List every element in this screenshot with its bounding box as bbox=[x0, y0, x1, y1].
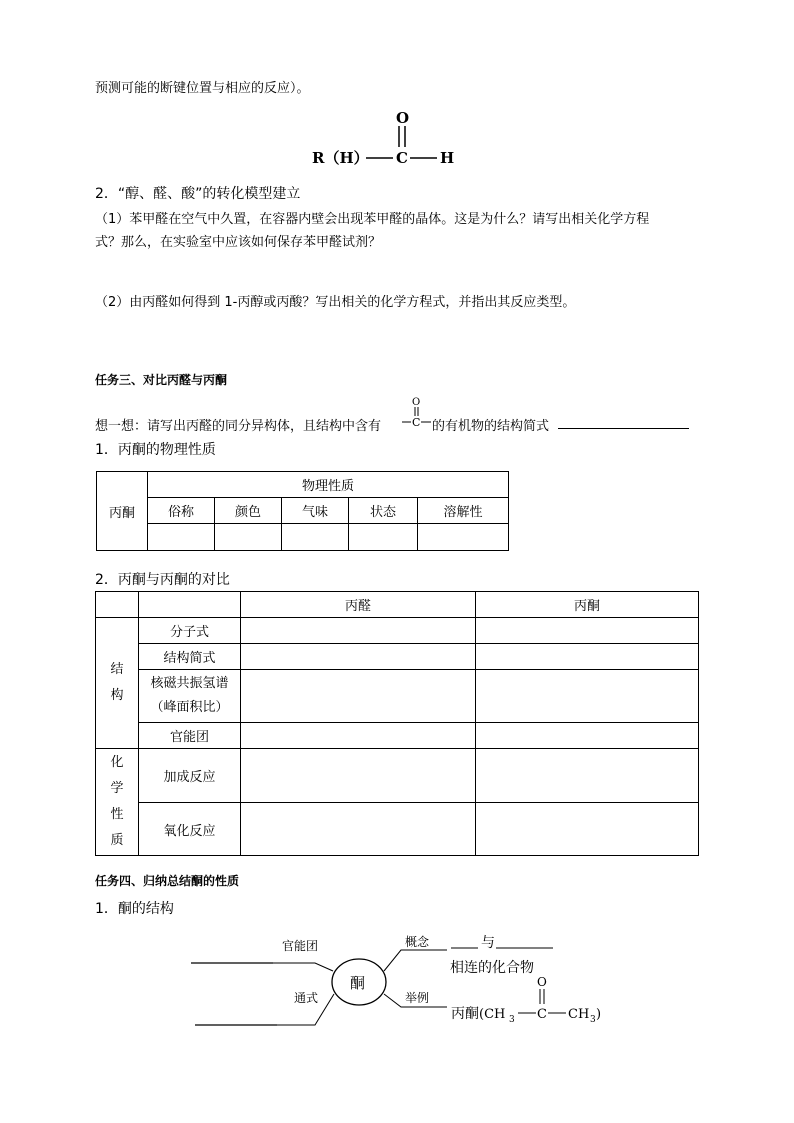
intro-text: 预测可能的断键位置与相应的反应）。 bbox=[95, 81, 310, 96]
t2-cell-structure-propanal[interactable] bbox=[241, 644, 476, 670]
t2-group-chem bbox=[96, 749, 139, 856]
example-right: CH bbox=[568, 1007, 590, 1022]
task4-title: 任务四、归纳总结酮的性质 bbox=[95, 874, 240, 888]
label-concept: 概念 bbox=[405, 935, 430, 949]
t2-col-propanal: 丙醛 bbox=[241, 592, 476, 618]
t2-row-functional: 官能团 bbox=[139, 723, 241, 749]
t1-cell-odor[interactable] bbox=[282, 524, 349, 551]
t2-group-chem-char1: 化 bbox=[110, 755, 124, 770]
example-oxygen: O bbox=[537, 975, 547, 989]
t2-group-structure-char1: 结 bbox=[110, 662, 124, 677]
example-sub-left: 3 bbox=[509, 1015, 515, 1025]
section2-q1-line1: （1）苯甲醛在空气中久置，在容器内壁会出现苯甲醛的晶体。这是为什么？请写出相关化学方程 bbox=[95, 212, 650, 227]
task4-sub1: 1．酮的结构 bbox=[95, 901, 174, 917]
t2-cell-oxidation-propanal[interactable] bbox=[241, 803, 476, 856]
t1-row-label: 丙酮 bbox=[97, 472, 148, 551]
t2-cell-nmr-propanal[interactable] bbox=[241, 670, 476, 723]
t1-col-state: 状态 bbox=[349, 498, 418, 524]
ketone-structure-diagram bbox=[185, 925, 615, 1030]
t2-cell-formula-propanal[interactable] bbox=[241, 618, 476, 644]
t2-row-formula: 分子式 bbox=[139, 618, 241, 644]
t2-cell-functional-acetone[interactable] bbox=[476, 723, 699, 749]
comparison-table bbox=[95, 591, 699, 856]
t2-cell-functional-propanal[interactable] bbox=[241, 723, 476, 749]
t2-group-structure-char2: 构 bbox=[110, 688, 124, 703]
task3-sub1: 1．丙酮的物理性质 bbox=[95, 442, 216, 458]
example-carbon: C bbox=[537, 1007, 547, 1022]
label-functional-group: 官能团 bbox=[282, 939, 319, 953]
carbonyl-symbol bbox=[400, 395, 434, 431]
label-general-formula: 通式 bbox=[294, 991, 319, 1005]
concept-tail: 相连的化合物 bbox=[450, 960, 534, 976]
formula-oxygen: O bbox=[396, 109, 410, 127]
t2-row-nmr-line1: 核磁共振氢谱 bbox=[150, 676, 229, 691]
carbonyl-carbon: C bbox=[412, 416, 421, 429]
t2-row-addition: 加成反应 bbox=[139, 749, 241, 803]
t1-cell-state[interactable] bbox=[349, 524, 418, 551]
t2-group-chem-char2: 学 bbox=[110, 781, 124, 796]
t2-col-acetone: 丙酮 bbox=[476, 592, 699, 618]
t2-cell-addition-acetone[interactable] bbox=[476, 749, 699, 803]
t2-row-nmr bbox=[139, 670, 241, 723]
t1-header: 物理性质 bbox=[148, 472, 509, 498]
t2-cell-addition-propanal[interactable] bbox=[241, 749, 476, 803]
t2-group-chem-char3: 性 bbox=[110, 807, 124, 822]
carbonyl-oxygen: O bbox=[412, 397, 421, 408]
t2-cell-oxidation-acetone[interactable] bbox=[476, 803, 699, 856]
t1-col-solubility: 溶解性 bbox=[418, 498, 509, 524]
formula-carbon: C bbox=[396, 149, 408, 167]
t1-cell-solubility[interactable] bbox=[418, 524, 509, 551]
task3-sub2: 2．丙酮与丙酮的对比 bbox=[95, 572, 230, 588]
section2-heading: 2．“醇、醛、酸”的转化模型建立 bbox=[95, 186, 301, 202]
t2-row-nmr-line2: （峰面积比） bbox=[150, 700, 229, 715]
t2-group-chem-char4: 质 bbox=[110, 833, 124, 848]
t2-row-oxidation: 氧化反应 bbox=[139, 803, 241, 856]
t1-cell-color[interactable] bbox=[215, 524, 282, 551]
label-example: 举例 bbox=[405, 991, 430, 1005]
t2-cell-structure-acetone[interactable] bbox=[476, 644, 699, 670]
think-suffix: 的有机物的结构简式 bbox=[432, 419, 550, 434]
aldehyde-formula bbox=[300, 105, 470, 170]
t1-col-odor: 气味 bbox=[282, 498, 349, 524]
think-answer-blank[interactable] bbox=[558, 428, 689, 429]
t1-cell-nickname[interactable] bbox=[148, 524, 215, 551]
example-sub-right: 3 bbox=[590, 1015, 596, 1025]
section2-q1-line2: 式？那么，在实验室中应该如何保存苯甲醛试剂？ bbox=[95, 235, 382, 250]
example-left: (CH bbox=[479, 1007, 506, 1022]
t2-corner-a bbox=[96, 592, 139, 618]
acetone-physical-table bbox=[96, 471, 509, 551]
t2-group-structure bbox=[96, 618, 139, 749]
ketone-center-label: 酮 bbox=[350, 974, 366, 992]
example-name: 丙酮 bbox=[451, 1006, 479, 1022]
t2-corner-b bbox=[139, 592, 241, 618]
concept-and: 与 bbox=[481, 935, 495, 951]
example-close: ) bbox=[596, 1007, 602, 1022]
t1-col-nickname: 俗称 bbox=[148, 498, 215, 524]
formula-rh: R（H） bbox=[312, 149, 369, 167]
t2-row-structure: 结构简式 bbox=[139, 644, 241, 670]
think-prefix: 想一想：请写出丙醛的同分异构体，且结构中含有 bbox=[95, 419, 382, 434]
t2-cell-nmr-acetone[interactable] bbox=[476, 670, 699, 723]
task3-title: 任务三、对比丙醛与丙酮 bbox=[95, 373, 228, 387]
t1-col-color: 颜色 bbox=[215, 498, 282, 524]
section2-q2: （2）由丙醛如何得到 1-丙醇或丙酸？写出相关的化学方程式，并指出其反应类型。 bbox=[95, 295, 576, 310]
t2-cell-formula-acetone[interactable] bbox=[476, 618, 699, 644]
formula-hydrogen: H bbox=[440, 149, 455, 167]
